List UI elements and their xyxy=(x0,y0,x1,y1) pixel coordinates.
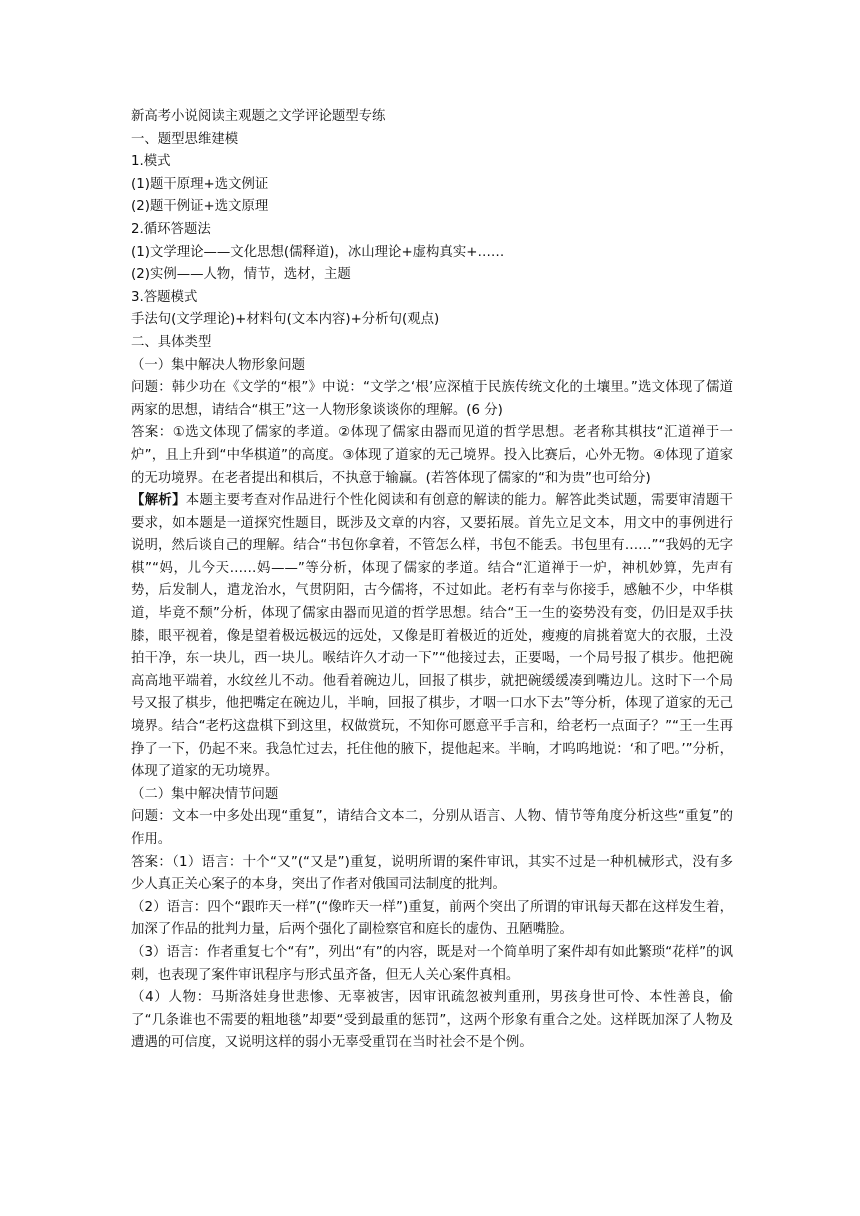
list-item: (2)题干例证+选文原理 xyxy=(131,199,269,215)
list-item: (1)题干原理+选文例证 xyxy=(131,176,269,192)
sub-heading: 2.循环答题法 xyxy=(131,221,211,237)
list-item: (2)实例——人物，情节，选材，主题 xyxy=(131,267,351,283)
answer-2-part-3: （3）语言：作者重复七个“有”，列出“有”的内容，既是对一个简单明了案件却有如此繁琐“花样”的讽刺，也表现了案件审讯程序与形式虽齐备，但无人关心案件真相。 xyxy=(131,944,733,983)
question-1: 问题：韩少功在《文学的“根”》中说：“文学之‘根’应深植于民族传统文化的土壤里。”选文体现了儒道两家的思想，请结合“棋王”这一人物形象谈谈你的理解。(6 分) xyxy=(131,380,733,418)
answer-2-part-1: 答案：（1）语言：十个“又”(“又是”)重复，说明所谓的案件审讯，其实不过是一种机械形式，没有多少人真正关心案子的本身，突出了作者对俄国司法制度的批判。 xyxy=(131,854,733,893)
list-item: (1)文学理论——文化思想(儒释道)，冰山理论+虚构真实+…… xyxy=(131,244,505,260)
analysis-label: 【解析】 xyxy=(131,493,186,509)
answer-2-part-4: （4）人物：马斯洛娃身世悲惨、无辜被害，因审讯疏忽被判重刑，男孩身世可怜、本性善良，偷了“几条谁也不需要的粗地毯”却要“受到最重的惩罚”，这两个形象有重合之处。这样既加深了人物及遭遇的可信度，又说明这样的弱小无辜受重罚在当时社会不是个例。 xyxy=(131,990,733,1051)
sub-heading: 1.模式 xyxy=(131,154,171,170)
analysis-paragraph xyxy=(131,490,733,784)
document-body xyxy=(131,106,733,1055)
document-title: 新高考小说阅读主观题之文学评论题型专练 xyxy=(131,109,386,124)
answer-1: 答案：①选文体现了儒家的孝道。②体现了儒家由器而见道的哲学思想。老者称其棋技“汇道禅于一炉”，且上升到“中华棋道”的高度。③体现了道家的无己境界。投入比赛后，心外无物。④体现了道家的无功境界。在老者提出和棋后，不执意于输赢。(若答体现了儒家的“和为贵”也可给分) xyxy=(131,425,733,486)
section-heading: （一）集中解决人物形象问题 xyxy=(131,357,306,373)
question-2: 问题：文本一中多处出现“重复”，请结合文本二，分别从语言、人物、情节等角度分析这些“重复”的作用。 xyxy=(131,809,733,847)
answer-2-part-2: （2）语言：四个“跟昨天一样”(“像昨天一样”)重复，前两个突出了所谓的审讯每天都在这样发生着，加深了作品的批判力量，后两个强化了副检察官和庭长的虚伪、丑陋嘴脸。 xyxy=(131,899,733,938)
section-heading: （二）集中解决情节问题 xyxy=(131,786,279,802)
sub-heading: 3.答题模式 xyxy=(131,289,198,305)
heading-2: 二、具体类型 xyxy=(131,334,212,350)
formula-line: 手法句(文学理论)+材料句(文本内容)+分析句(观点) xyxy=(131,312,440,328)
analysis-text: 本题主要考查对作品进行个性化阅读和有创意的解读的能力。解答此类试题，需要审清题干要求，如本题是一道探究性题目，既涉及文章的内容，又要拓展。首先立足文本，用文中的事例进行说明，然后谈自己的理解。结合“书包你拿着，不管怎么样，书包不能丢。书包里有……”“我妈的无字棋”“妈，儿今天……妈——”等分析，体现了儒家的孝道。结合“汇道禅于一炉，神机妙算，先声有势，后发制人，遣龙治水，气贯阴阳，古今儒将，不过如此。老朽有幸与你接手，感触不少，中华棋道，毕竟不颓”分析，体现了儒家由器而见道的哲学思想。结合“王一生的姿势没有变，仍旧是双手扶膝，眼平视着，像是望着极远极远的远处，又像是盯着极近的近处，瘦瘦的肩挑着宽大的衣服，土没拍干净，东一块儿，西一块儿。喉结许久才动一下”“他接过去，正要喝，一个局号报了棋步。他把碗高高地平端着，水纹丝儿不动。他看着碗边儿，回报了棋步，就把碗缓缓凑到嘴边儿。这时下一个局号又报了棋步，他把嘴定在碗边儿，半晌，回报了棋步，才咽一口水下去”等分析，体现了道家的无己境界。结合“老朽这盘棋下到这里，权做赏玩，不知你可愿意平手言和，给老朽一点面子？”“王一生再挣了一下，仍起不来。我急忙过去，托住他的腋下，提他起来。半晌，才呜呜地说：‘和了吧。’”分析，体现了道家的无功境界。 xyxy=(131,493,734,780)
heading-1: 一、题型思维建模 xyxy=(131,131,239,147)
